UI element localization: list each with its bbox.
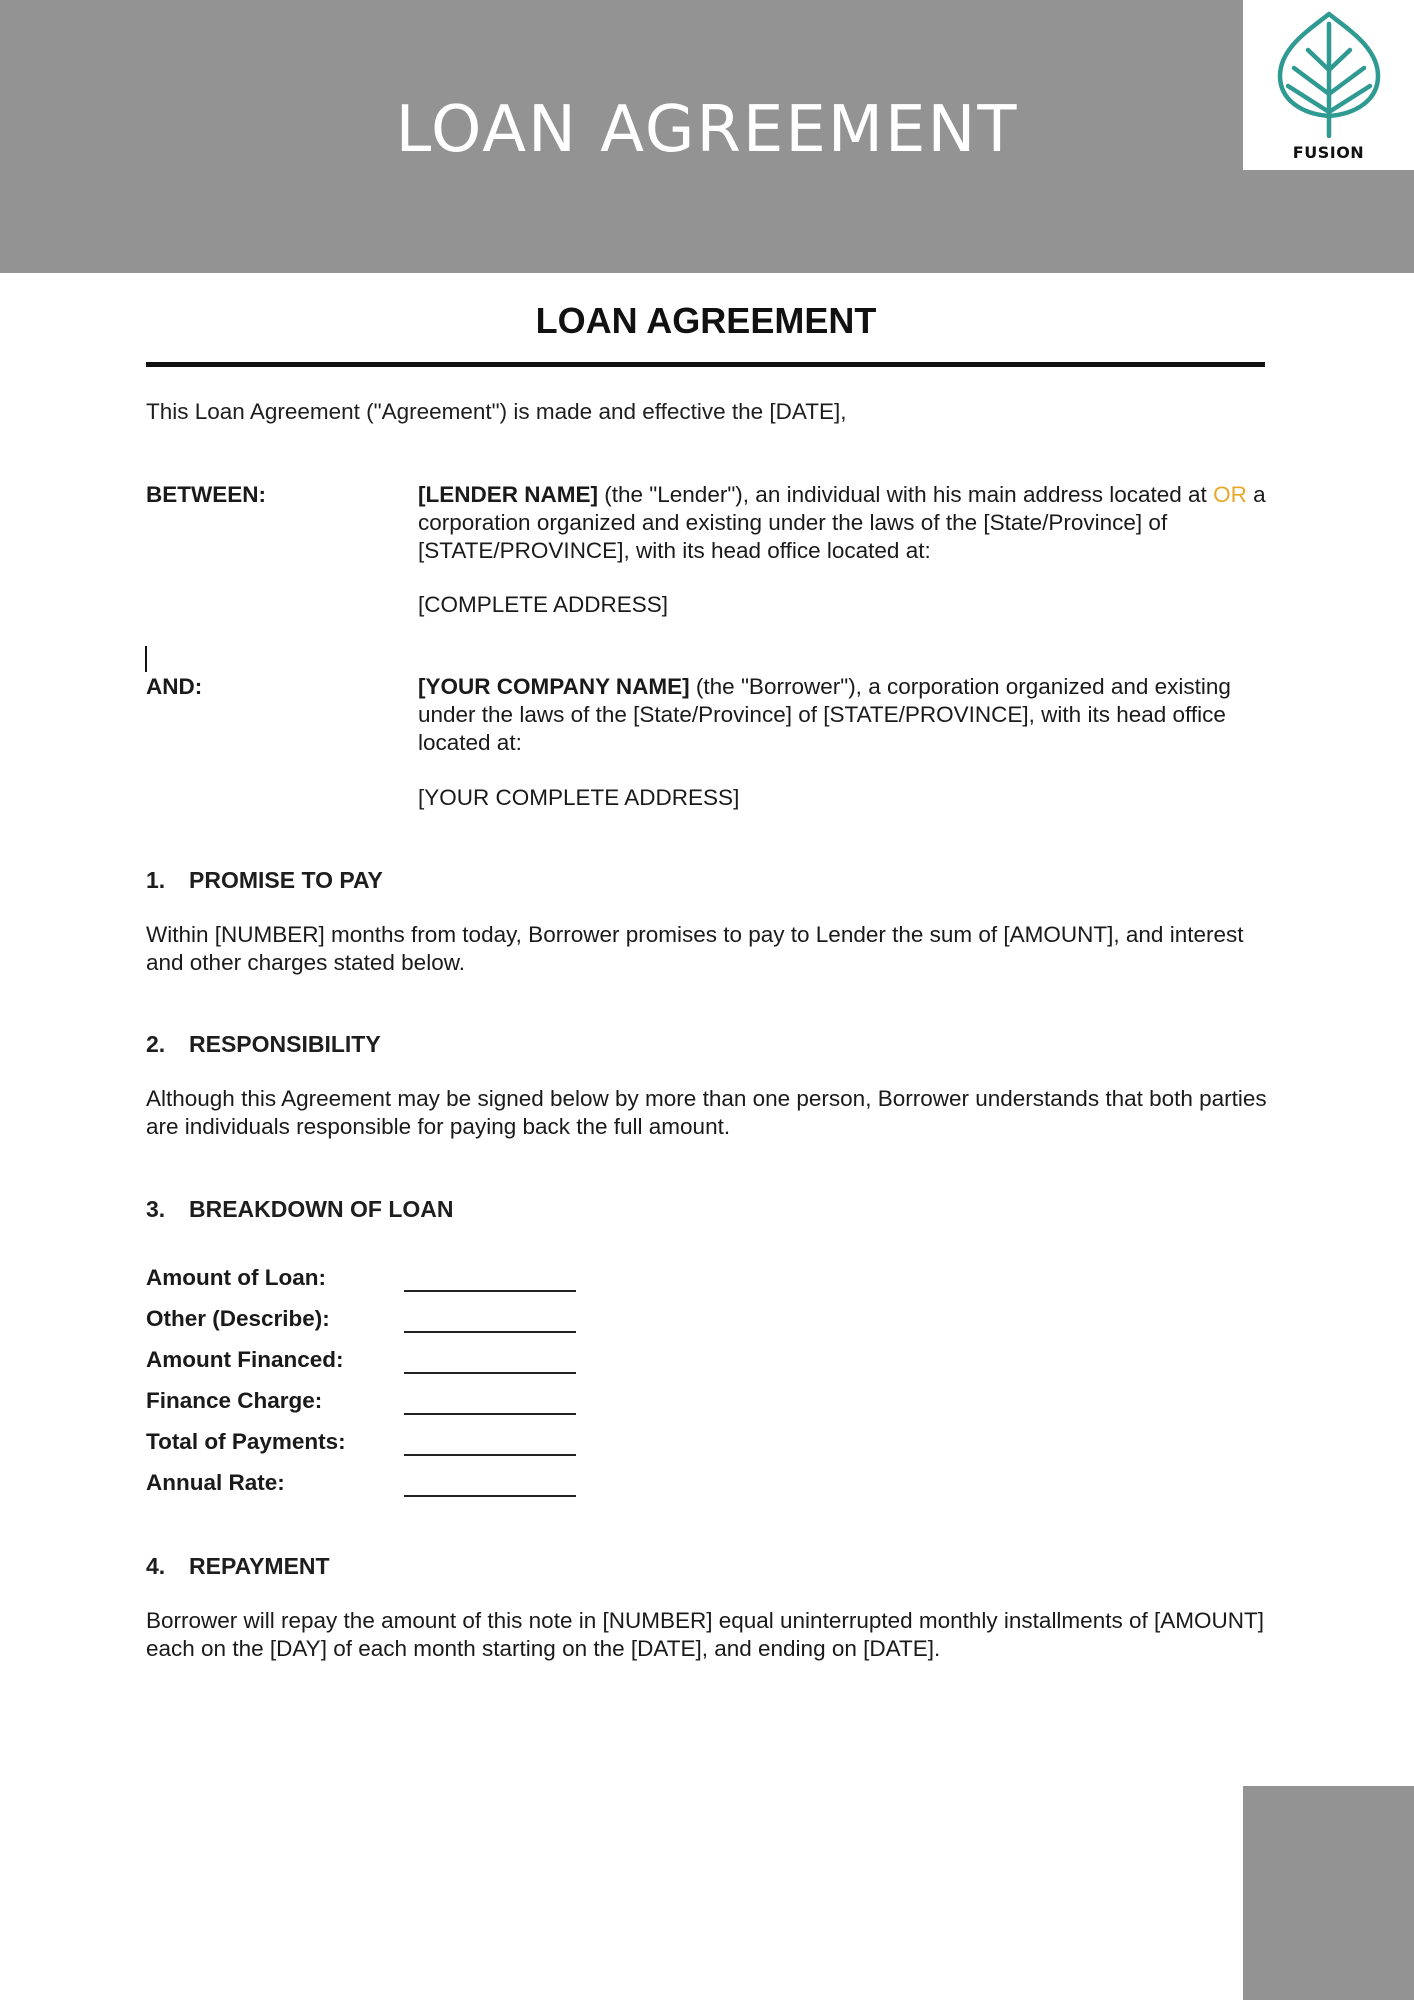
field-label-amount-of-loan: Amount of Loan: [146,1265,326,1290]
document-title: LOAN AGREEMENT [535,300,877,341]
logo [1243,0,1414,170]
lender-name: [LENDER NAME] [418,482,598,507]
field-label-amount-financed: Amount Financed: [146,1347,344,1372]
and-label: AND: [146,674,203,699]
lender-address: [COMPLETE ADDRESS] [418,592,669,617]
banner-title: LOAN AGREEMENT [395,93,1019,167]
text-cursor [145,646,147,672]
logo-text: FUSION [1292,143,1365,162]
field-label-annual-rate: Annual Rate: [146,1470,285,1495]
borrower-name: [YOUR COMPANY NAME] [418,674,690,699]
field-blank-amount-of-loan [404,1290,576,1292]
section-heading-responsibility: 2. RESPONSIBILITY [146,1031,381,1057]
section-heading-promise: 1. PROMISE TO PAY [146,867,383,893]
leaf-icon [1274,10,1384,138]
corner-decoration [1243,1786,1414,2000]
field-label-total-of-payments: Total of Payments: [146,1429,346,1454]
intro-paragraph: This Loan Agreement ("Agreement") is made and effective the [DATE], [146,399,847,424]
section-text-responsibility: Although this Agreement may be signed below by more than one person, Borrower understands that both parties are individuals responsible for paying back the full amount. [146,1086,1267,1139]
field-blank-annual-rate [404,1495,576,1497]
borrower-paragraph [418,673,1268,757]
field-label-other: Other (Describe): [146,1306,330,1331]
borrower-address: [YOUR COMPLETE ADDRESS] [418,785,740,810]
lender-text-2: a corporation organized and existing under the laws of the [State/Province] of [STATE/PROVINCE], with its head office located at: [418,482,1266,563]
between-label: BETWEEN: [146,482,266,507]
section-text-promise: Within [NUMBER] months from today, Borrower promises to pay to Lender the sum of [AMOUNT], and interest and other charges stated below. [146,922,1244,975]
section-text-repayment: Borrower will repay the amount of this note in [NUMBER] equal uninterrupted monthly installments of [AMOUNT] each on the [DAY] of each month starting on the [DATE], and ending on [DATE]. [146,1608,1264,1661]
field-blank-other [404,1331,576,1333]
lender-text-1: (the "Lender"), an individual with his main address located at [598,482,1214,507]
section-heading-breakdown: 3. BREAKDOWN OF LOAN [146,1196,454,1222]
field-blank-amount-financed [404,1372,576,1374]
title-divider [146,362,1265,367]
or-highlight: OR [1213,482,1247,507]
lender-paragraph [418,481,1268,565]
field-label-finance-charge: Finance Charge: [146,1388,323,1413]
section-heading-repayment: 4. REPAYMENT [146,1553,330,1579]
field-blank-finance-charge [404,1413,576,1415]
borrower-text: (the "Borrower"), a corporation organized and existing under the laws of the [State/Province] of [STATE/PROVINCE], with its head office located at: [418,674,1231,755]
header-banner [0,0,1414,273]
field-blank-total-of-payments [404,1454,576,1456]
